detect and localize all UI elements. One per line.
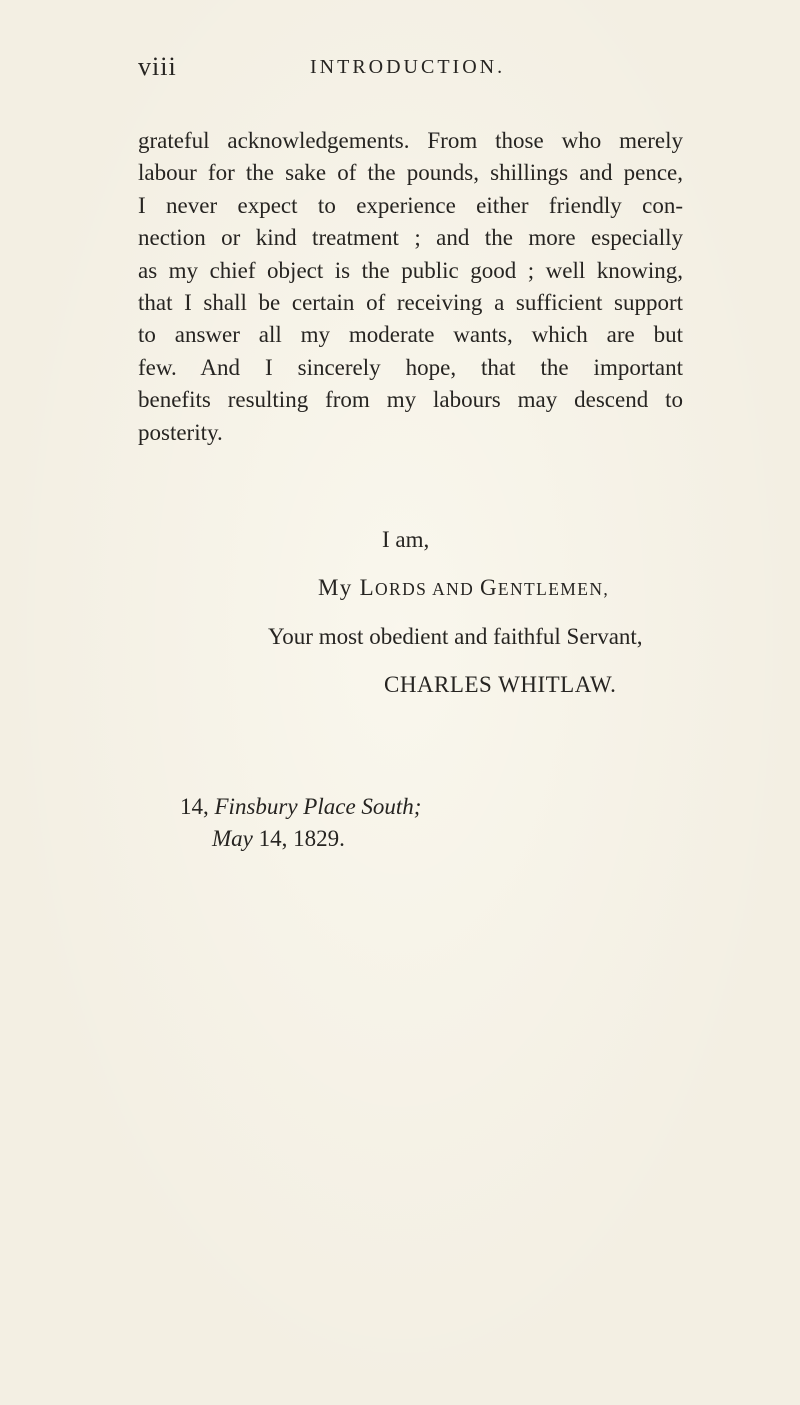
body-line: grateful acknowledgements. From those who merely	[138, 128, 683, 153]
date-line	[212, 826, 345, 852]
body-line: that I shall be certain of receiving a sufficient support	[138, 290, 683, 316]
page-header	[138, 52, 678, 92]
closing-servant: Your most obedient and faithful Servant,	[268, 624, 643, 649]
signature: CHARLES WHITLAW.	[384, 672, 617, 697]
address-punct: ;	[413, 794, 422, 819]
salutation-part: ORDS AND	[374, 579, 480, 599]
body-line: posterity.	[138, 419, 223, 445]
body-paragraph	[138, 125, 683, 449]
body-line: as my chief object is the public good ; well knowing,	[138, 257, 683, 283]
salutation-part: M	[318, 575, 340, 600]
closing-salutation	[318, 575, 609, 601]
date-month: May	[212, 826, 253, 851]
salutation-part: L	[359, 575, 375, 600]
body-line: labour for the sake of the pounds, shillings and pence,	[138, 160, 683, 186]
address-line	[180, 794, 421, 820]
address-number: 14,	[180, 794, 209, 819]
body-line: to answer all my moderate wants, which are but	[138, 322, 683, 348]
address-street: Finsbury Place South	[214, 794, 414, 819]
salutation-part: G	[479, 575, 498, 600]
running-head: INTRODUCTION.	[310, 56, 506, 78]
body-line: few. And I sincerely hope, that the important	[138, 354, 683, 380]
page-number: viii	[138, 52, 177, 81]
body-line: benefits resulting from my labours may descend to	[138, 387, 683, 413]
salutation-part: ENTLEMEN,	[497, 579, 610, 599]
salutation-part: y	[339, 575, 360, 600]
date-value: 14, 1829.	[258, 826, 345, 851]
body-line: nection or kind treatment ; and the more especially	[138, 225, 683, 251]
closing-i-am: I am,	[382, 527, 430, 552]
body-line: I never expect to experience either friendly con-	[138, 192, 683, 218]
